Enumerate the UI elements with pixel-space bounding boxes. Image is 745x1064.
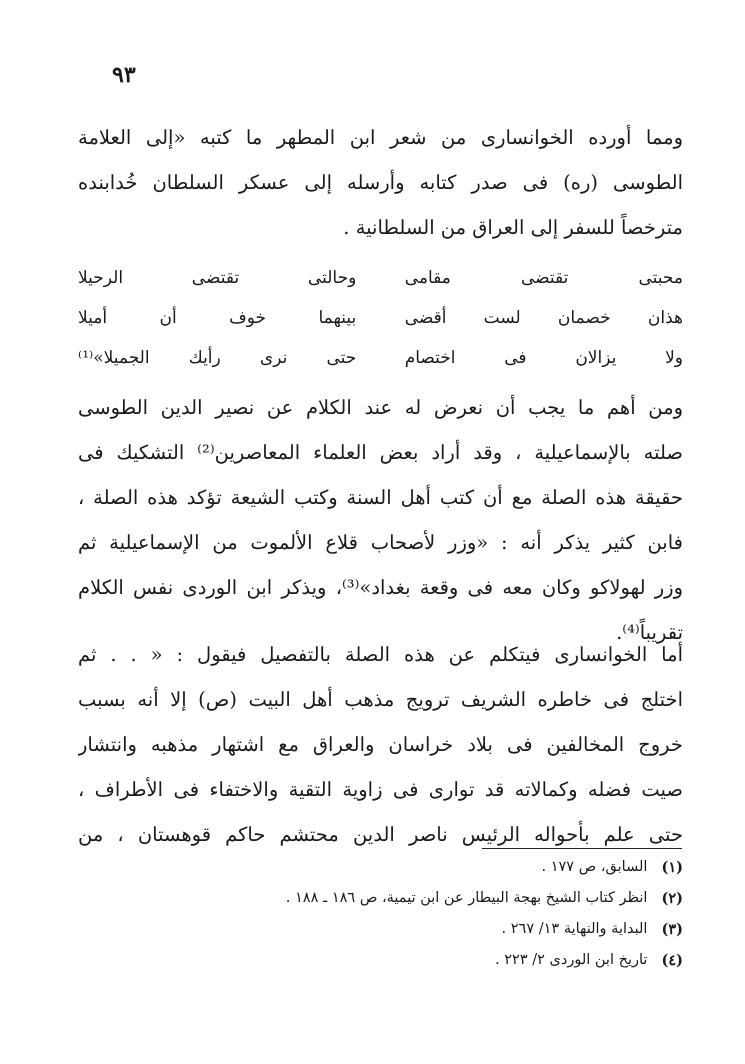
poem-first-hemistich: محبتى تقتضى مقامى <box>404 268 683 288</box>
poem-verse <box>78 338 683 378</box>
paragraph-line: فابن كثير يذكر أنه : «وزر لأصحاب قلاع الألموت من الإسماعيلية ثم <box>78 531 683 554</box>
paragraph-line: أما الخوانسارى فيتكلم عن هذه الصلة بالتفصيل فيقول : « . . ثم <box>78 643 683 666</box>
footnote-text: تاريخ ابن الوردى ٢/ ٢٢٣ . <box>495 952 648 968</box>
poem-second-hemistich: وحالتى تقتضى الرحيلا <box>78 268 357 288</box>
paragraph-khwansari <box>78 632 683 857</box>
intro-line: الطوسى (ره) فى صدر كتابه وأرسله إلى عسكر السلطان خُدابنده <box>78 171 683 194</box>
footnote-text: السابق، ص ١٧٧ . <box>541 859 648 875</box>
footnote-number: (٢) <box>661 890 683 907</box>
footnote-text: انظر كتاب الشيخ بهجة البيطار عن ابن تيمية، ص ١٨٦ ـ ١٨٨ . <box>285 890 648 906</box>
paragraph-line: ومن أهم ما يجب أن نعرض له عند الكلام عن نصير الدين الطوسى <box>78 396 683 419</box>
paragraph-line: وزر لهولاكو وكان معه فى وقعة بغداد»⁽³⁾، ويذكر ابن الوردى نفس الكلام <box>78 576 683 599</box>
poem-verse <box>78 298 683 338</box>
paragraph-line: صلته بالإسماعيلية ، وقد أراد بعض العلماء المعاصرين⁽²⁾ التشكيك فى <box>78 441 683 464</box>
poem-second-hemistich: حتى نرى رأيك الجميلا»⁽¹⁾ <box>78 348 357 368</box>
paragraph-line: تقريباً⁽⁴⁾. <box>616 621 683 644</box>
paragraph-tusi-ismailis <box>78 385 683 655</box>
poem-first-hemistich: هذان خصمان لست أقضى <box>404 308 683 328</box>
footnote <box>200 852 683 883</box>
footnote <box>200 945 683 976</box>
paragraph-line: اختلج فى خاطره الشريف ترويج مذهب أهل البيت (ص) إلا أنه بسبب <box>78 688 683 711</box>
intro-line: مترخصاً للسفر إلى العراق من السلطانية . <box>343 216 683 239</box>
page-number: ٩٣ <box>112 62 136 88</box>
footnote <box>200 883 683 914</box>
poem-first-hemistich: ولا يزالان فى اختصام <box>404 348 683 368</box>
footnote-number: (٤) <box>661 952 683 969</box>
paragraph-line: حتى علم بأحواله الرئيس ناصر الدين محتشم حاكم قوهستان ، من <box>78 823 683 846</box>
intro-paragraph <box>78 115 683 250</box>
paragraph-line: حقيقة هذه الصلة مع أن كتب أهل السنة وكتب الشيعة تؤكد هذه الصلة ، <box>78 486 683 509</box>
footnote-number: (١) <box>661 859 683 876</box>
intro-line: ومما أورده الخوانسارى من شعر ابن المطهر ما كتبه «إلى العلامة <box>78 126 683 149</box>
poem-verse <box>78 258 683 298</box>
poem <box>78 258 683 378</box>
footnotes <box>200 852 683 976</box>
poem-second-hemistich: بينهما خوف أن أميلا <box>78 308 357 328</box>
footnote-separator <box>482 848 682 849</box>
paragraph-line: خروج المخالفين فى بلاد خراسان والعراق مع اشتهار مذهبه وانتشار <box>78 733 683 756</box>
footnote-text: البداية والنهاية ١٣/ ٢٦٧ . <box>501 921 648 937</box>
footnote <box>200 914 683 945</box>
footnote-number: (٣) <box>661 921 683 938</box>
paragraph-line: صيت فضله وكمالاته قد توارى فى زاوية التقية والاختفاء فى الأطراف ، <box>78 778 683 801</box>
